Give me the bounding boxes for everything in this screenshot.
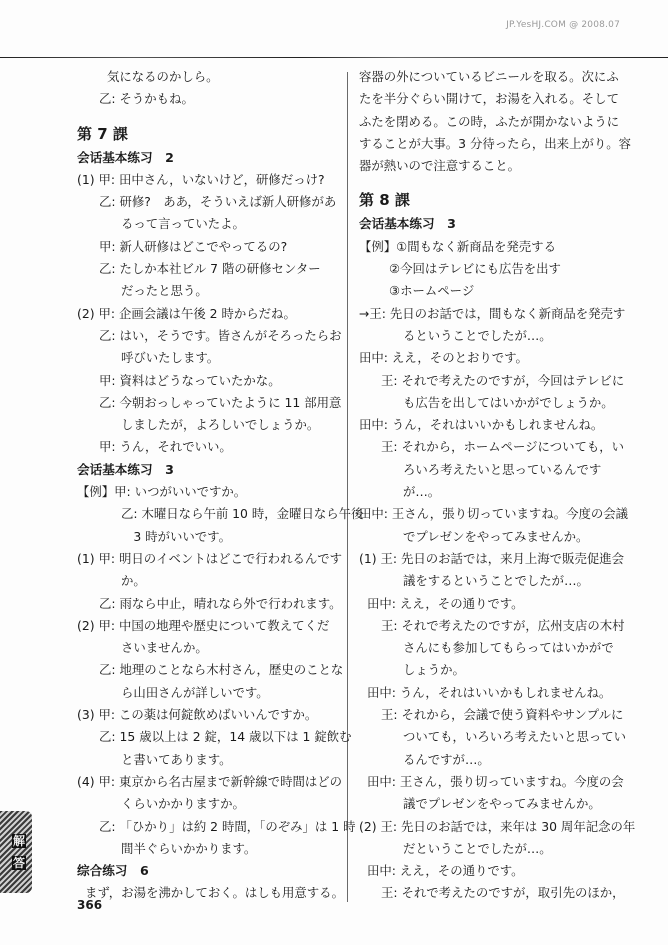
text-line: 田中: ええ，その通りです。 (367, 595, 524, 611)
text-line: でプレゼンをやってみませんか。 (403, 528, 589, 544)
text-line: 王: それから，会議で使う資料やサンプルに (381, 707, 624, 723)
side-tab-answers (0, 811, 32, 893)
text-line: 甲: 資料はどうなっていたかな。 (99, 372, 281, 388)
text-line: 【例】甲: いつがいいですか。 (77, 484, 247, 500)
text-line: することが大事。3 分待ったら，出来上がり。容 (359, 135, 632, 151)
text-line: 乙: 木曜日なら午前 10 時，金曜日なら午後 (121, 506, 364, 522)
text-line: が…。 (403, 484, 441, 500)
text-line: さいませんか。 (121, 640, 208, 656)
section-heading: 会话基本练习 3 (359, 216, 456, 232)
text-line: 田中: ええ，その通りです。 (367, 863, 524, 879)
text-line: さんにも参加してもらってはいかがで (403, 640, 614, 656)
text-line: ついても，いろいろ考えたいと思ってい (403, 729, 627, 745)
text-line: 【例】①間もなく新商品を発売する (359, 238, 556, 254)
text-line: 甲: うん，それでいい。 (99, 439, 232, 455)
text-line: 議でプレゼンをやってみませんか。 (403, 796, 601, 812)
text-line: 田中: ええ，そのとおりです。 (359, 350, 528, 366)
text-line: (1) 甲: 明日のイベントはどこで行われるんです (77, 550, 343, 566)
text-line: ろいろ考えたいと思っているんです (403, 461, 602, 477)
text-line: だったと思う。 (121, 283, 208, 299)
text-line: 容器の外についているビニールを取る。次にふ (359, 69, 619, 84)
text-line: →王: 先日のお話では，間もなく新商品を発売す (359, 305, 626, 321)
right-column (359, 66, 659, 905)
text-line: 呼びいたします。 (121, 350, 220, 366)
watermark: JP.YesHJ.COM @ 2008.07 (506, 20, 620, 30)
text-line: まず，お湯を沸かしておく。はしも用意する。 (85, 885, 344, 901)
text-line: 田中: 王さん，張り切っていますね。今度の会 (367, 773, 624, 789)
text-line: 王: それで考えたのですが，今回はテレビに (381, 372, 625, 388)
text-line: るんですが…。 (403, 751, 490, 767)
text-line: 乙: 雨なら中止，晴れなら外で行われます。 (99, 595, 342, 611)
text-line: 田中: うん，それはいいかもしれませんね。 (367, 684, 612, 700)
text-line: 乙: 15 歳以上は 2 錠，14 歳以下は 1 錠飲む (99, 729, 352, 745)
text-line: (1) 甲: 田中さん，いないけど，研修だっけ? (77, 171, 325, 187)
text-line: 乙: 今朝おっしゃっていたように 11 部用意 (99, 394, 342, 410)
text-line: 甲: 新人研修はどこでやってるの? (99, 238, 288, 254)
text-line: 乙: そうかもね。 (99, 91, 194, 107)
text-line: だということでしたが…。 (403, 840, 552, 856)
text-line: も広告を出してはいかがでしょうか。 (403, 394, 614, 410)
text-line: 乙: たしか本社ビル 7 階の研修センター (99, 261, 321, 277)
section-heading: 综合练习 6 (77, 863, 149, 879)
side-tab-char: 解 (12, 834, 25, 848)
text-line: 気になるのかしら。 (107, 69, 219, 84)
text-line: (1) 王: 先日のお話では，来月上海で販売促進会 (359, 550, 625, 566)
header-rule (0, 57, 668, 58)
side-tab-char: 答 (12, 856, 25, 870)
text-line: くらいかかりますか。 (121, 796, 245, 812)
text-line: (4) 甲: 東京から名古屋まで新幹線で時間はどの (77, 773, 343, 789)
column-divider (347, 72, 348, 902)
text-line: 王: それから，ホームページについても，い (381, 439, 625, 455)
text-line: 間半ぐらいかかります。 (121, 840, 257, 856)
text-line: 田中: うん，それはいいかもしれませんね。 (359, 417, 604, 433)
page-number: 366 (77, 898, 103, 912)
text-line: (2) 甲: 企画会議は午後 2 時からだね。 (77, 305, 296, 321)
text-line: しょうか。 (403, 662, 465, 678)
text-line: 乙: 「ひかり」は約 2 時間，「のぞみ」は 1 時 (99, 818, 356, 834)
text-line: ら山田さんが詳しいです。 (121, 684, 269, 700)
text-line: 乙: 研修? ああ，そういえば新人研修があ (99, 194, 337, 210)
text-line: るということでしたが…。 (403, 327, 552, 343)
text-line: (2) 王: 先日のお話では，来年は 30 周年記念の年 (359, 818, 636, 834)
text-line: ③ホームページ (389, 283, 475, 299)
text-line: 議をするということでしたが…。 (403, 573, 589, 589)
left-column (77, 66, 364, 905)
text-line: 乙: 地理のことなら木村さん，歴史のことな (99, 662, 344, 678)
text-line: 乙: はい，そうです。皆さんがそろったらお (99, 327, 342, 343)
text-line: ②今回はテレビにも広告を出す (389, 261, 561, 277)
text-line: るって言っていたよ。 (121, 216, 245, 232)
section-heading: 会话基本练习 3 (77, 461, 174, 477)
text-line: 王: それで考えたのですが，広州支店の木村 (381, 617, 625, 633)
text-line: (3) 甲: この薬は何錠飲めばいいんですか。 (77, 707, 318, 723)
text-line: 3 時がいいです。 (121, 528, 231, 544)
text-line: 器が熱いので注意すること。 (359, 158, 521, 174)
text-line: しましたが，よろしいでしょうか。 (121, 417, 320, 433)
section-heading: 会话基本练习 2 (77, 149, 174, 165)
lesson-heading: 第 7 課 (77, 124, 128, 143)
text-line: ふたを閉める。この時，ふたが開かないように (359, 113, 620, 129)
lesson-heading: 第 8 課 (359, 191, 410, 210)
text-line: か。 (121, 573, 146, 589)
text-line: と書いてあります。 (121, 751, 232, 767)
text-line: たを半分ぐらい開けて，お湯を入れる。そして (359, 91, 619, 107)
text-line: (2) 甲: 中国の地理や歴史について教えてくだ (77, 617, 330, 633)
text-line: 田中: 王さん，張り切っていますね。今度の会議 (359, 506, 629, 522)
text-line: 王: それで考えたのですが，取引先のほか， (381, 885, 625, 901)
